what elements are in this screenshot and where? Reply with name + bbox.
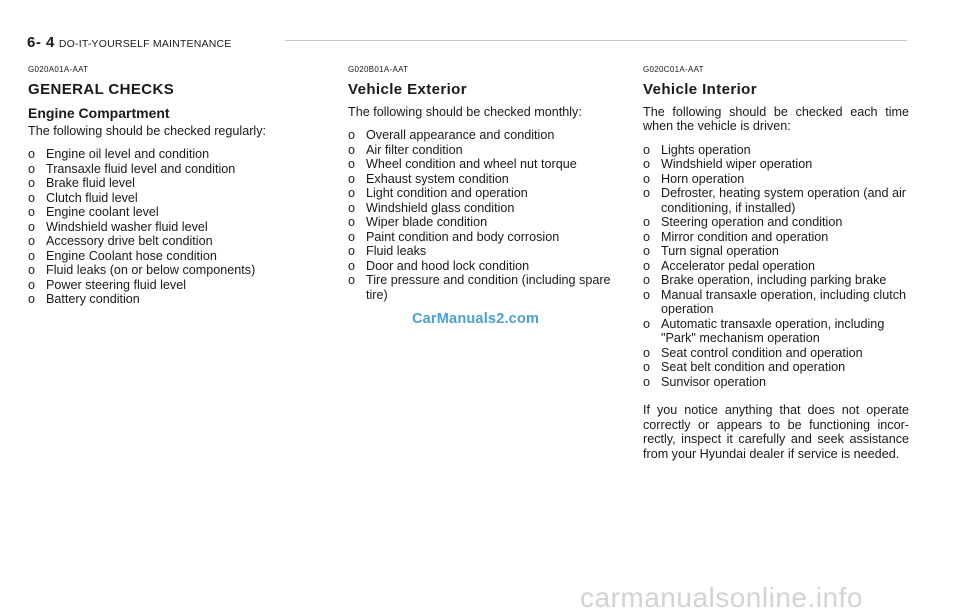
- bullet-marker: o: [28, 277, 36, 292]
- vehicle-interior-intro: The following should be checked each time when the vehicle is driven:: [643, 104, 909, 133]
- list-item: [643, 172, 909, 187]
- general-checks-column: [28, 63, 306, 307]
- list-item: [348, 215, 618, 230]
- list-item: [348, 143, 618, 158]
- list-item-text: Accelerator pedal operation: [661, 258, 816, 273]
- list-item-text: Engine Coolant hose condition: [46, 248, 217, 263]
- list-item: [643, 259, 909, 274]
- vehicle-exterior-list: [348, 128, 618, 302]
- list-item: [643, 215, 909, 230]
- bullet-marker: o: [348, 244, 356, 258]
- list-item-text: Battery condition: [46, 292, 140, 306]
- list-item: [643, 273, 909, 288]
- list-item: [348, 230, 618, 245]
- bullet-marker: o: [643, 157, 651, 171]
- closing-paragraph: If you notice anything that does not operate correctly or appears to be functioning incor-rectly, inspect it carefully and seek assistance from your Hyundai dealer if service is needed.: [643, 403, 909, 461]
- list-item-text: Brake operation, including parking brake: [661, 273, 887, 287]
- bullet-marker: o: [643, 287, 651, 302]
- list-item-text: Lights operation: [661, 142, 751, 157]
- bullet-marker: o: [643, 142, 651, 157]
- bullet-marker: o: [643, 229, 651, 244]
- engine-compartment-heading: Engine Compartment: [28, 104, 170, 121]
- bullet-marker: o: [28, 234, 36, 248]
- bullet-marker: o: [28, 292, 36, 306]
- list-item: [643, 186, 909, 215]
- bullet-marker: o: [643, 316, 651, 331]
- list-item-text: Horn operation: [661, 171, 745, 186]
- engine-compartment-intro: The following should be checked regularly:: [28, 123, 267, 138]
- list-item: [348, 186, 618, 201]
- list-item-text: Exhaust system condition: [366, 171, 509, 186]
- bullet-marker: o: [643, 273, 651, 287]
- list-item-text: Defroster, heating system operation (and air conditioning, if installed): [661, 186, 907, 215]
- list-item: [643, 288, 909, 317]
- watermark-link[interactable]: CarManuals2.com: [412, 311, 540, 327]
- bullet-marker: o: [643, 374, 651, 389]
- list-item: [348, 273, 618, 302]
- bullet-marker: o: [348, 229, 356, 244]
- bullet-marker: o: [28, 161, 36, 176]
- list-item: [28, 162, 306, 177]
- list-item: [643, 375, 909, 390]
- list-item: [348, 259, 618, 274]
- bullet-marker: o: [643, 186, 651, 200]
- bullet-marker: o: [348, 273, 356, 287]
- section-code: G020B01A-AAT: [348, 65, 409, 74]
- vehicle-interior-heading: Vehicle Interior: [643, 80, 757, 98]
- list-item-text: Windshield washer fluid level: [46, 219, 208, 234]
- list-item: [28, 191, 306, 206]
- list-item: [348, 201, 618, 216]
- bullet-marker: o: [28, 147, 36, 161]
- list-item: [643, 317, 909, 346]
- list-item: [28, 147, 306, 162]
- list-item-text: Overall appearance and condition: [366, 128, 555, 142]
- section-title: DO-IT-YOURSELF MAINTENANCE: [58, 38, 232, 50]
- bullet-marker: o: [28, 248, 36, 263]
- list-item-text: Accessory drive belt condition: [46, 234, 213, 248]
- list-item: [643, 346, 909, 361]
- list-item-text: Windshield glass condition: [366, 200, 515, 215]
- list-item: [643, 157, 909, 172]
- bullet-marker: o: [348, 186, 356, 200]
- vehicle-exterior-column: [348, 63, 618, 302]
- bullet-marker: o: [643, 244, 651, 258]
- general-checks-heading: GENERAL CHECKS: [28, 80, 175, 98]
- bullet-marker: o: [643, 215, 651, 229]
- list-item-text: Seat control condition and operation: [661, 345, 863, 360]
- list-item: [348, 157, 618, 172]
- list-item: [643, 244, 909, 259]
- page-header: [27, 34, 232, 51]
- bullet-marker: o: [643, 360, 651, 374]
- vehicle-exterior-intro: The following should be checked monthly:: [348, 104, 582, 119]
- vehicle-interior-list: [643, 143, 909, 390]
- list-item-text: Paint condition and body corrosion: [366, 229, 560, 244]
- bullet-marker: o: [28, 205, 36, 219]
- list-item: [348, 244, 618, 259]
- list-item-text: Sunvisor operation: [661, 374, 767, 389]
- bullet-marker: o: [348, 128, 356, 142]
- list-item-text: Wheel condition and wheel nut torque: [366, 157, 577, 171]
- bullet-marker: o: [348, 258, 356, 273]
- bullet-marker: o: [28, 190, 36, 205]
- vehicle-exterior-heading: Vehicle Exterior: [348, 80, 467, 98]
- list-item: [28, 292, 306, 307]
- bullet-marker: o: [348, 157, 356, 171]
- page-number: 6- 4: [27, 34, 55, 51]
- list-item: [643, 143, 909, 158]
- list-item-text: Fluid leaks (on or below components): [46, 263, 256, 277]
- list-item-text: Automatic transaxle operation, including "Park" mechanism operation: [661, 316, 885, 345]
- header-divider: [285, 40, 907, 41]
- vehicle-interior-column: [643, 63, 909, 470]
- list-item-text: Tire pressure and condition (including spare tire): [366, 273, 611, 302]
- bullet-marker: o: [28, 176, 36, 190]
- list-item: [28, 234, 306, 249]
- list-item-text: Turn signal operation: [661, 244, 779, 258]
- engine-compartment-list: [28, 147, 306, 307]
- footer-watermark: carmanualsonline.info: [580, 582, 863, 613]
- list-item: [28, 220, 306, 235]
- list-item: [348, 172, 618, 187]
- list-item-text: Manual transaxle operation, including clutch operation: [661, 287, 907, 316]
- bullet-marker: o: [28, 263, 36, 277]
- list-item-text: Wiper blade condition: [366, 215, 488, 229]
- list-item: [28, 249, 306, 264]
- list-item-text: Power steering fluid level: [46, 277, 187, 292]
- list-item: [28, 205, 306, 220]
- list-item-text: Seat belt condition and operation: [661, 360, 846, 374]
- list-item-text: Windshield wiper operation: [661, 157, 813, 171]
- list-item-text: Transaxle fluid level and condition: [46, 161, 236, 176]
- bullet-marker: o: [348, 171, 356, 186]
- bullet-marker: o: [643, 171, 651, 186]
- list-item: [28, 263, 306, 278]
- section-code: G020C01A-AAT: [643, 65, 704, 74]
- bullet-marker: o: [643, 345, 651, 360]
- section-code: G020A01A-AAT: [28, 65, 89, 74]
- list-item-text: Clutch fluid level: [46, 190, 138, 205]
- bullet-marker: o: [28, 219, 36, 234]
- list-item-text: Brake fluid level: [46, 176, 135, 190]
- bullet-marker: o: [348, 215, 356, 229]
- list-item-text: Door and hood lock condition: [366, 258, 530, 273]
- list-item-text: Light condition and operation: [366, 186, 528, 200]
- list-item: [348, 128, 618, 143]
- list-item: [643, 230, 909, 245]
- bullet-marker: o: [348, 200, 356, 215]
- list-item-text: Steering operation and condition: [661, 215, 843, 229]
- list-item: [28, 176, 306, 191]
- list-item: [28, 278, 306, 293]
- list-item: [643, 360, 909, 375]
- list-item-text: Engine oil level and condition: [46, 147, 210, 161]
- bullet-marker: o: [348, 142, 356, 157]
- list-item-text: Mirror condition and operation: [661, 229, 829, 244]
- list-item-text: Engine coolant level: [46, 205, 159, 219]
- list-item-text: Air filter condition: [366, 142, 463, 157]
- bullet-marker: o: [643, 258, 651, 273]
- list-item-text: Fluid leaks: [366, 244, 427, 258]
